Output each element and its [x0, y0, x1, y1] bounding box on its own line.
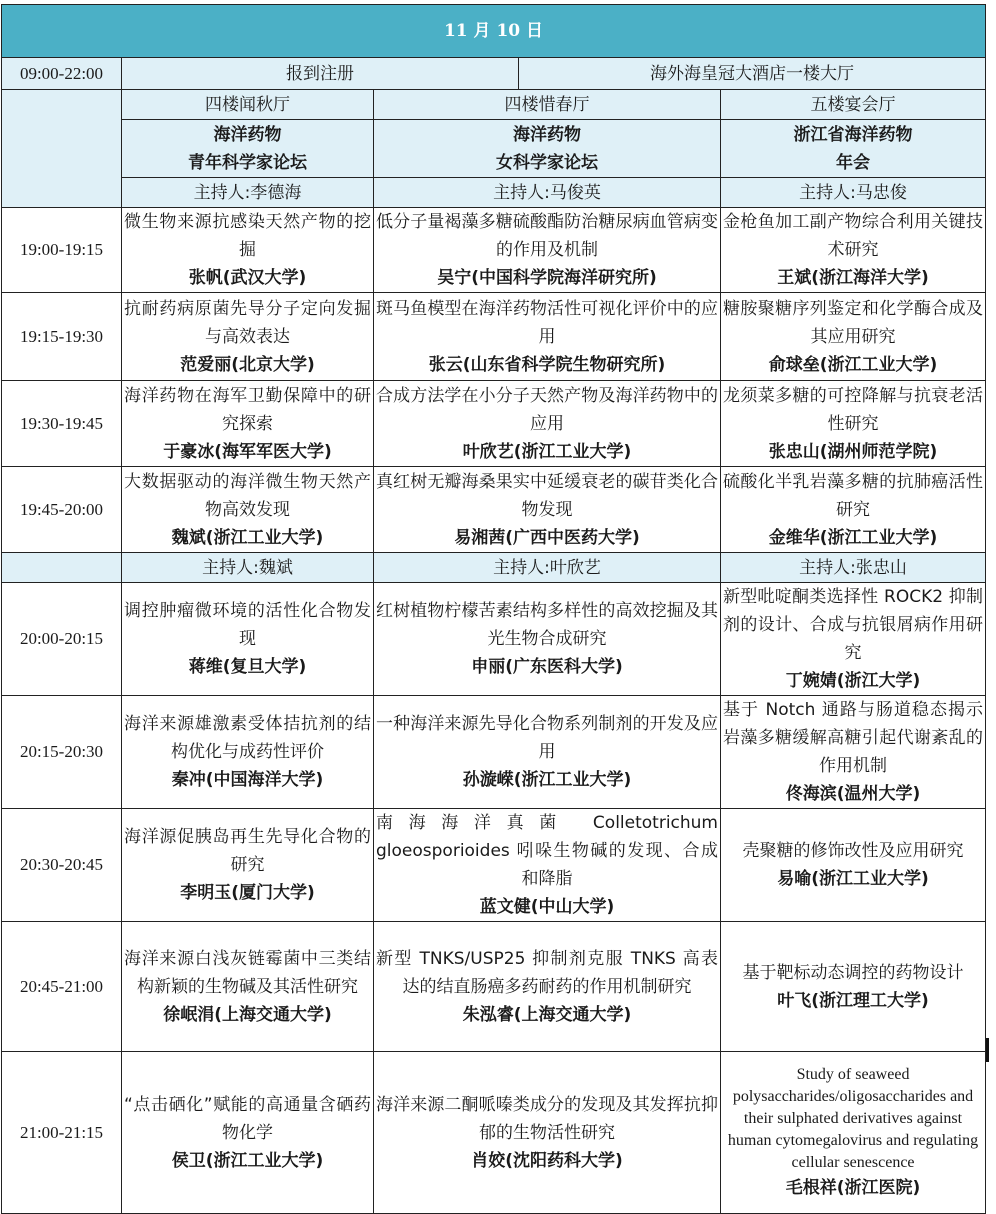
talk-cell: 基于靶标动态调控的药物设计 叶飞(浙江理工大学) [721, 922, 986, 1052]
host-name: 主持人:魏斌 [122, 553, 374, 583]
talk-cell: 海洋来源二酮哌嗪类成分的发现及其发挥抗抑郁的生物活性研究 肖姣(沈阳药科大学) [374, 1052, 721, 1214]
talk-cell: Study of seaweed polysaccharides/oligosaccharides and their sulphated derivatives against human cytomegalovirus and regulating cellular senescence 毛根祥(浙江医院) [721, 1052, 986, 1214]
registration-label: 报到注册 [122, 58, 519, 90]
hall-name: 四楼闻秋厅 [122, 90, 374, 120]
session-time: 19:00-19:15 [2, 208, 122, 293]
talk-cell: 一种海洋来源先导化合物系列制剂的开发及应用 孙漩嵘(浙江工业大学) [374, 696, 721, 809]
talk-cell: 微生物来源抗感染天然产物的挖掘 张帆(武汉大学) [122, 208, 374, 293]
hall-name: 五楼宴会厅 [721, 90, 986, 120]
host-name: 主持人:马忠俊 [721, 178, 986, 208]
talk-cell: 新型 TNKS/USP25 抑制剂克服 TNKS 高表达的结直肠癌多药耐药的作用机制研究 朱泓睿(上海交通大学) [374, 922, 721, 1052]
talk-cell: 壳聚糖的修饰改性及应用研究 易喻(浙江工业大学) [721, 809, 986, 922]
forum-title: 海洋药物 女科学家论坛 [374, 120, 721, 178]
talk-cell: 海洋来源白浅灰链霉菌中三类结构新颖的生物碱及其活性研究 徐岷涓(上海交通大学) [122, 922, 374, 1052]
talk-cell: 红树植物柠檬苦素结构多样性的高效挖掘及其光生物合成研究 申丽(广东医科大学) [374, 583, 721, 696]
forum-title: 海洋药物 青年科学家论坛 [122, 120, 374, 178]
table-row [2, 696, 986, 809]
table-row [2, 467, 986, 553]
schedule-table [1, 4, 986, 1214]
talk-cell: 真红树无瓣海桑果实中延缓衰老的碳苷类化合物发现 易湘茜(广西中医药大学) [374, 467, 721, 553]
talk-cell: “点击硒化”赋能的高通量含硒药物化学 侯卫(浙江工业大学) [122, 1052, 374, 1214]
session-time: 20:45-21:00 [2, 922, 122, 1052]
talk-cell: 龙须菜多糖的可控降解与抗衰老活性研究 张忠山(湖州师范学院) [721, 381, 986, 467]
session-time: 20:00-20:15 [2, 583, 122, 696]
blank-time-cell [2, 90, 122, 208]
blank-time-cell [2, 553, 122, 583]
host-name: 主持人:叶欣艺 [374, 553, 721, 583]
session-time: 21:00-21:15 [2, 1052, 122, 1214]
table-row [2, 381, 986, 467]
registration-location: 海外海皇冠大酒店一楼大厅 [519, 58, 986, 90]
talk-cell: 金枪鱼加工副产物综合利用关键技术研究 王斌(浙江海洋大学) [721, 208, 986, 293]
table-row [2, 1052, 986, 1214]
host-name: 主持人:张忠山 [721, 553, 986, 583]
date-header: 11 月 10 日 [2, 5, 986, 58]
talk-cell: 海洋药物在海军卫勤保障中的研究探索 于豪冰(海军军医大学) [122, 381, 374, 467]
talk-cell: 斑马鱼模型在海洋药物活性可视化评价中的应用 张云(山东省科学院生物研究所) [374, 293, 721, 381]
talk-cell: 新型吡啶酮类选择性 ROCK2 抑制剂的设计、合成与抗银屑病作用研究 丁婉婧(浙江大学) [721, 583, 986, 696]
registration-time: 09:00-22:00 [2, 58, 122, 90]
talk-cell: 大数据驱动的海洋微生物天然产物高效发现 魏斌(浙江工业大学) [122, 467, 374, 553]
table-row [2, 583, 986, 696]
talk-cell: 硫酸化半乳岩藻多糖的抗肺癌活性研究 金维华(浙江工业大学) [721, 467, 986, 553]
hall-name: 四楼惜春厅 [374, 90, 721, 120]
forum-title: 浙江省海洋药物 年会 [721, 120, 986, 178]
session-time: 19:45-20:00 [2, 467, 122, 553]
session-time: 20:15-20:30 [2, 696, 122, 809]
talk-cell: 合成方法学在小分子天然产物及海洋药物中的应用 叶欣艺(浙江工业大学) [374, 381, 721, 467]
table-row [2, 922, 986, 1052]
talk-cell: 调控肿瘤微环境的活性化合物发现 蒋维(复旦大学) [122, 583, 374, 696]
talk-cell: 基于 Notch 通路与肠道稳态揭示岩藻多糖缓解高糖引起代谢紊乱的作用机制 佟海滨(温州大学) [721, 696, 986, 809]
talk-cell: 海洋源促胰岛再生先导化合物的研究 李明玉(厦门大学) [122, 809, 374, 922]
talk-cell: 糖胺聚糖序列鉴定和化学酶合成及其应用研究 俞球垒(浙江工业大学) [721, 293, 986, 381]
table-row [2, 208, 986, 293]
session-time: 19:15-19:30 [2, 293, 122, 381]
table-row [2, 293, 986, 381]
host-name: 主持人:李德海 [122, 178, 374, 208]
edge-marker [986, 1038, 989, 1062]
host-name: 主持人:马俊英 [374, 178, 721, 208]
talk-cell: 南海海洋真菌 Colletotrichum gloeosporioides 吲哚生物碱的发现、合成和降脂 蓝文健(中山大学) [374, 809, 721, 922]
session-time: 20:30-20:45 [2, 809, 122, 922]
talk-cell: 低分子量褐藻多糖硫酸酯防治糖尿病血管病变的作用及机制 吴宁(中国科学院海洋研究所) [374, 208, 721, 293]
table-row [2, 809, 986, 922]
talk-cell: 海洋来源雄激素受体拮抗剂的结构优化与成药性评价 秦冲(中国海洋大学) [122, 696, 374, 809]
session-time: 19:30-19:45 [2, 381, 122, 467]
talk-cell: 抗耐药病原菌先导分子定向发掘与高效表达 范爱丽(北京大学) [122, 293, 374, 381]
